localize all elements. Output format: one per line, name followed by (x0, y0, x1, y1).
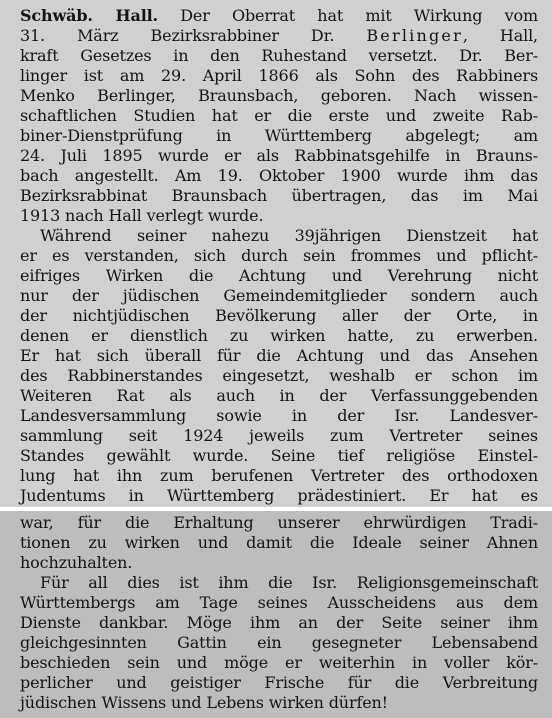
article-line-22: sammlung seit 1924 jeweils zum Vertreter seines (20, 426, 538, 445)
article-line-6: schaftlichen Studien hat er die erste und zweite Rab- (20, 106, 538, 125)
article-line-1: Schwäb. Hall. Der Oberrat hat mit Wirkung vom (20, 6, 538, 25)
article-line-8: 24. Juli 1895 wurde er als Rabbinatsgehilfe in Brauns- (20, 146, 538, 165)
article-line-28: tionen zu wirken und damit die Ideale seiner Ahnen (20, 533, 538, 552)
article-line-23: Standes gewählt wurde. Seine tief religiöse Einstel- (20, 446, 538, 465)
article-line-21: Landesversammlung sowie in der Isr. Landesver- (20, 406, 538, 425)
article-line-2: 31. März Bezirksrabbiner Dr. Berlinger, Hall, (20, 26, 538, 45)
article-line-7: biner-Dienstprüfung in Württemberg abgelegt; am (20, 126, 538, 145)
article-line-19: des Rabbinerstandes eingesetzt, weshalb er schon im (20, 366, 538, 385)
article-line-17: denen er dienstlich zu wirken hatte, zu erwerben. (20, 326, 538, 345)
article-line-30: Für all dies ist ihm die Isr. Religionsgemeinschaft (40, 573, 538, 592)
article-line-31: Württembergs am Tage seines Ausscheidens aus dem (20, 593, 538, 612)
article-line-18: Er hat sich überall für die Achtung und das Ansehen (20, 346, 538, 365)
article-line-10: Bezirksrabbinat Braunsbach übertragen, das im Mai (20, 186, 538, 205)
article-line-16: der nichtjüdischen Bevölkerung aller der Orte, in (20, 306, 538, 325)
person-name-spaced: Berlinger (366, 26, 463, 45)
article-line-15: nur der jüdischen Gemeindemitglieder sondern auch (20, 286, 538, 305)
article-line-25: Judentums in Württemberg prädestiniert. Er hat es (20, 486, 538, 505)
article-line-33: gleichgesinnten Gattin ein gesegneter Lebensabend (20, 633, 538, 652)
article-line-35: perlicher und geistiger Frische für die Verbreitung (20, 673, 538, 692)
article-line-5: Menko Berlinger, Braunsbach, geboren. Nach wissen- (20, 86, 538, 105)
article-clipping-bottom (0, 511, 552, 718)
article-line-11: 1913 nach Hall verlegt wurde. (20, 206, 264, 225)
article-line-29: hochzuhalten. (20, 553, 133, 572)
article-line-36: jüdischen Wissens und Lebens wirken dürfen! (20, 693, 388, 712)
article-line-27: war, für die Erhaltung unserer ehrwürdigen Tradi- (20, 513, 538, 532)
article-line-34: beschieden sein und möge er weiterhin in voller kör- (20, 653, 538, 672)
article-line-13: er es verstanden, sich durch sein frommes und pflicht- (20, 246, 538, 265)
article-line-12: Während seiner nahezu 39jährigen Dienstzeit hat (40, 226, 538, 245)
article-line-24: lung hat ihn zum berufenen Vertreter des orthodoxen (20, 466, 538, 485)
article-line-4: linger ist am 29. April 1866 als Sohn des Rabbiners (20, 66, 538, 85)
article-line-9: bach angestellt. Am 19. Oktober 1900 wurde ihm das (20, 166, 538, 185)
article-line-20: Weiteren Rat als auch in der Verfassunggebenden (20, 386, 538, 405)
article-line-32: Dienste dankbar. Möge ihm an der Seite seiner ihm (20, 613, 538, 632)
article-line-3: kraft Gesetzes in den Ruhestand versetzt. Dr. Ber- (20, 46, 538, 65)
place-heading: Schwäb. Hall. (20, 6, 158, 25)
article-line-14: eifriges Wirken die Achtung und Verehrung nicht (20, 266, 538, 285)
